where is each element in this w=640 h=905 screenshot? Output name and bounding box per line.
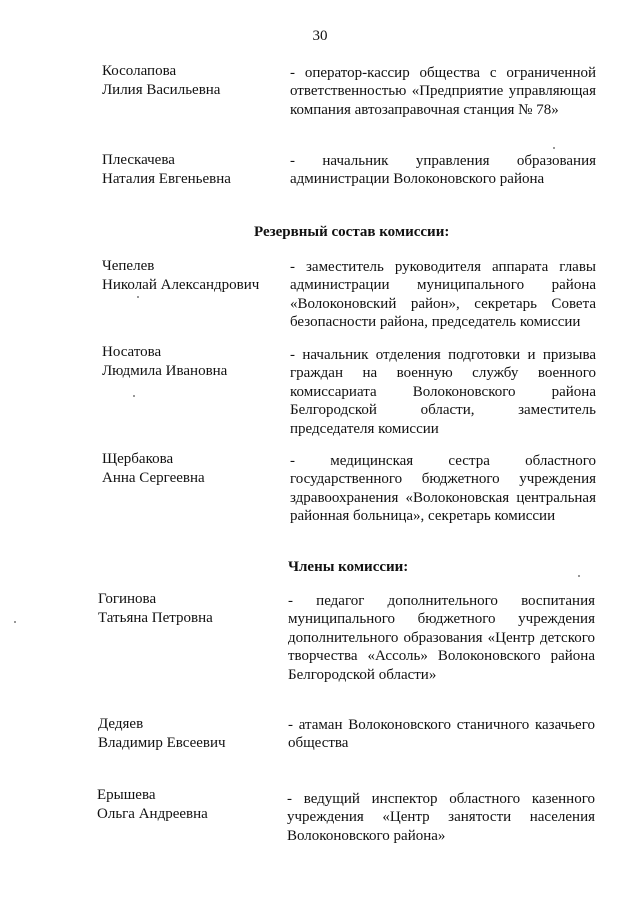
member-surname: Косолапова [102, 63, 177, 79]
member-surname: Щербакова [102, 451, 174, 467]
scan-speck [578, 575, 580, 577]
member-name [98, 715, 278, 753]
member-position: - ведущий инспектор областного казенного учреждения «Центр занятости населения Волоконовского района» [287, 791, 595, 844]
member-name [102, 450, 282, 488]
member-name [102, 62, 282, 100]
section-heading-reserve: Резервный состав комиссии: [254, 224, 450, 240]
member-name [98, 590, 278, 628]
member-surname: Гогинова [98, 591, 157, 607]
member-position: - медицинская сестра областного государственного бюджетного учреждения здравоохранения «Волоконовская центральная районная больница», секретарь комиссии [290, 453, 596, 525]
member-position: - начальник отделения подготовки и призыва граждан на военную службу военного комиссариата Волоконовского района Белгородской области, заместитель председателя комиссии [290, 347, 596, 437]
member-given-names: Лилия Васильевна [102, 82, 221, 98]
scan-speck [14, 621, 16, 623]
member-name [102, 343, 282, 381]
member-name [97, 786, 277, 824]
member-position: - педагог дополнительного воспитания муниципального бюджетного учреждения дополнительного образования «Центр детского творчества «Ассоль» Волоконовского района Белгородской области» [288, 593, 595, 683]
member-given-names: Наталия Евгеньевна [102, 171, 231, 187]
member-given-names: Татьяна Петровна [98, 610, 213, 626]
member-surname: Чепелев [102, 258, 155, 274]
scan-speck [553, 147, 555, 149]
member-given-names: Анна Сергеевна [102, 470, 205, 486]
member-position: - заместитель руководителя аппарата главы администрации муниципального района «Волоконовский район», секретарь Совета безопасности района, председатель комиссии [290, 259, 596, 331]
member-given-names: Ольга Андреевна [97, 806, 208, 822]
member-given-names: Владимир Евсеевич [98, 735, 226, 751]
member-position: - атаман Волоконовского станичного казачьего общества [288, 717, 595, 752]
member-position: - оператор-кассир общества с ограниченной ответственностью «Предприятие управляющая компания автозаправочная станция № 78» [290, 65, 596, 118]
scan-speck [133, 395, 135, 397]
member-name [102, 151, 282, 189]
page-number: 30 [312, 28, 328, 44]
member-surname: Плескачева [102, 152, 175, 168]
section-heading-members: Члены комиссии: [288, 559, 409, 575]
member-surname: Носатова [102, 344, 162, 360]
scan-speck [137, 296, 139, 298]
member-surname: Ерышева [97, 787, 156, 803]
member-position: - начальник управления образования администрации Волоконовского района [290, 153, 596, 188]
member-name [102, 257, 282, 295]
member-given-names: Николай Александрович [102, 277, 260, 293]
member-given-names: Людмила Ивановна [102, 363, 228, 379]
member-surname: Дедяев [98, 716, 144, 732]
